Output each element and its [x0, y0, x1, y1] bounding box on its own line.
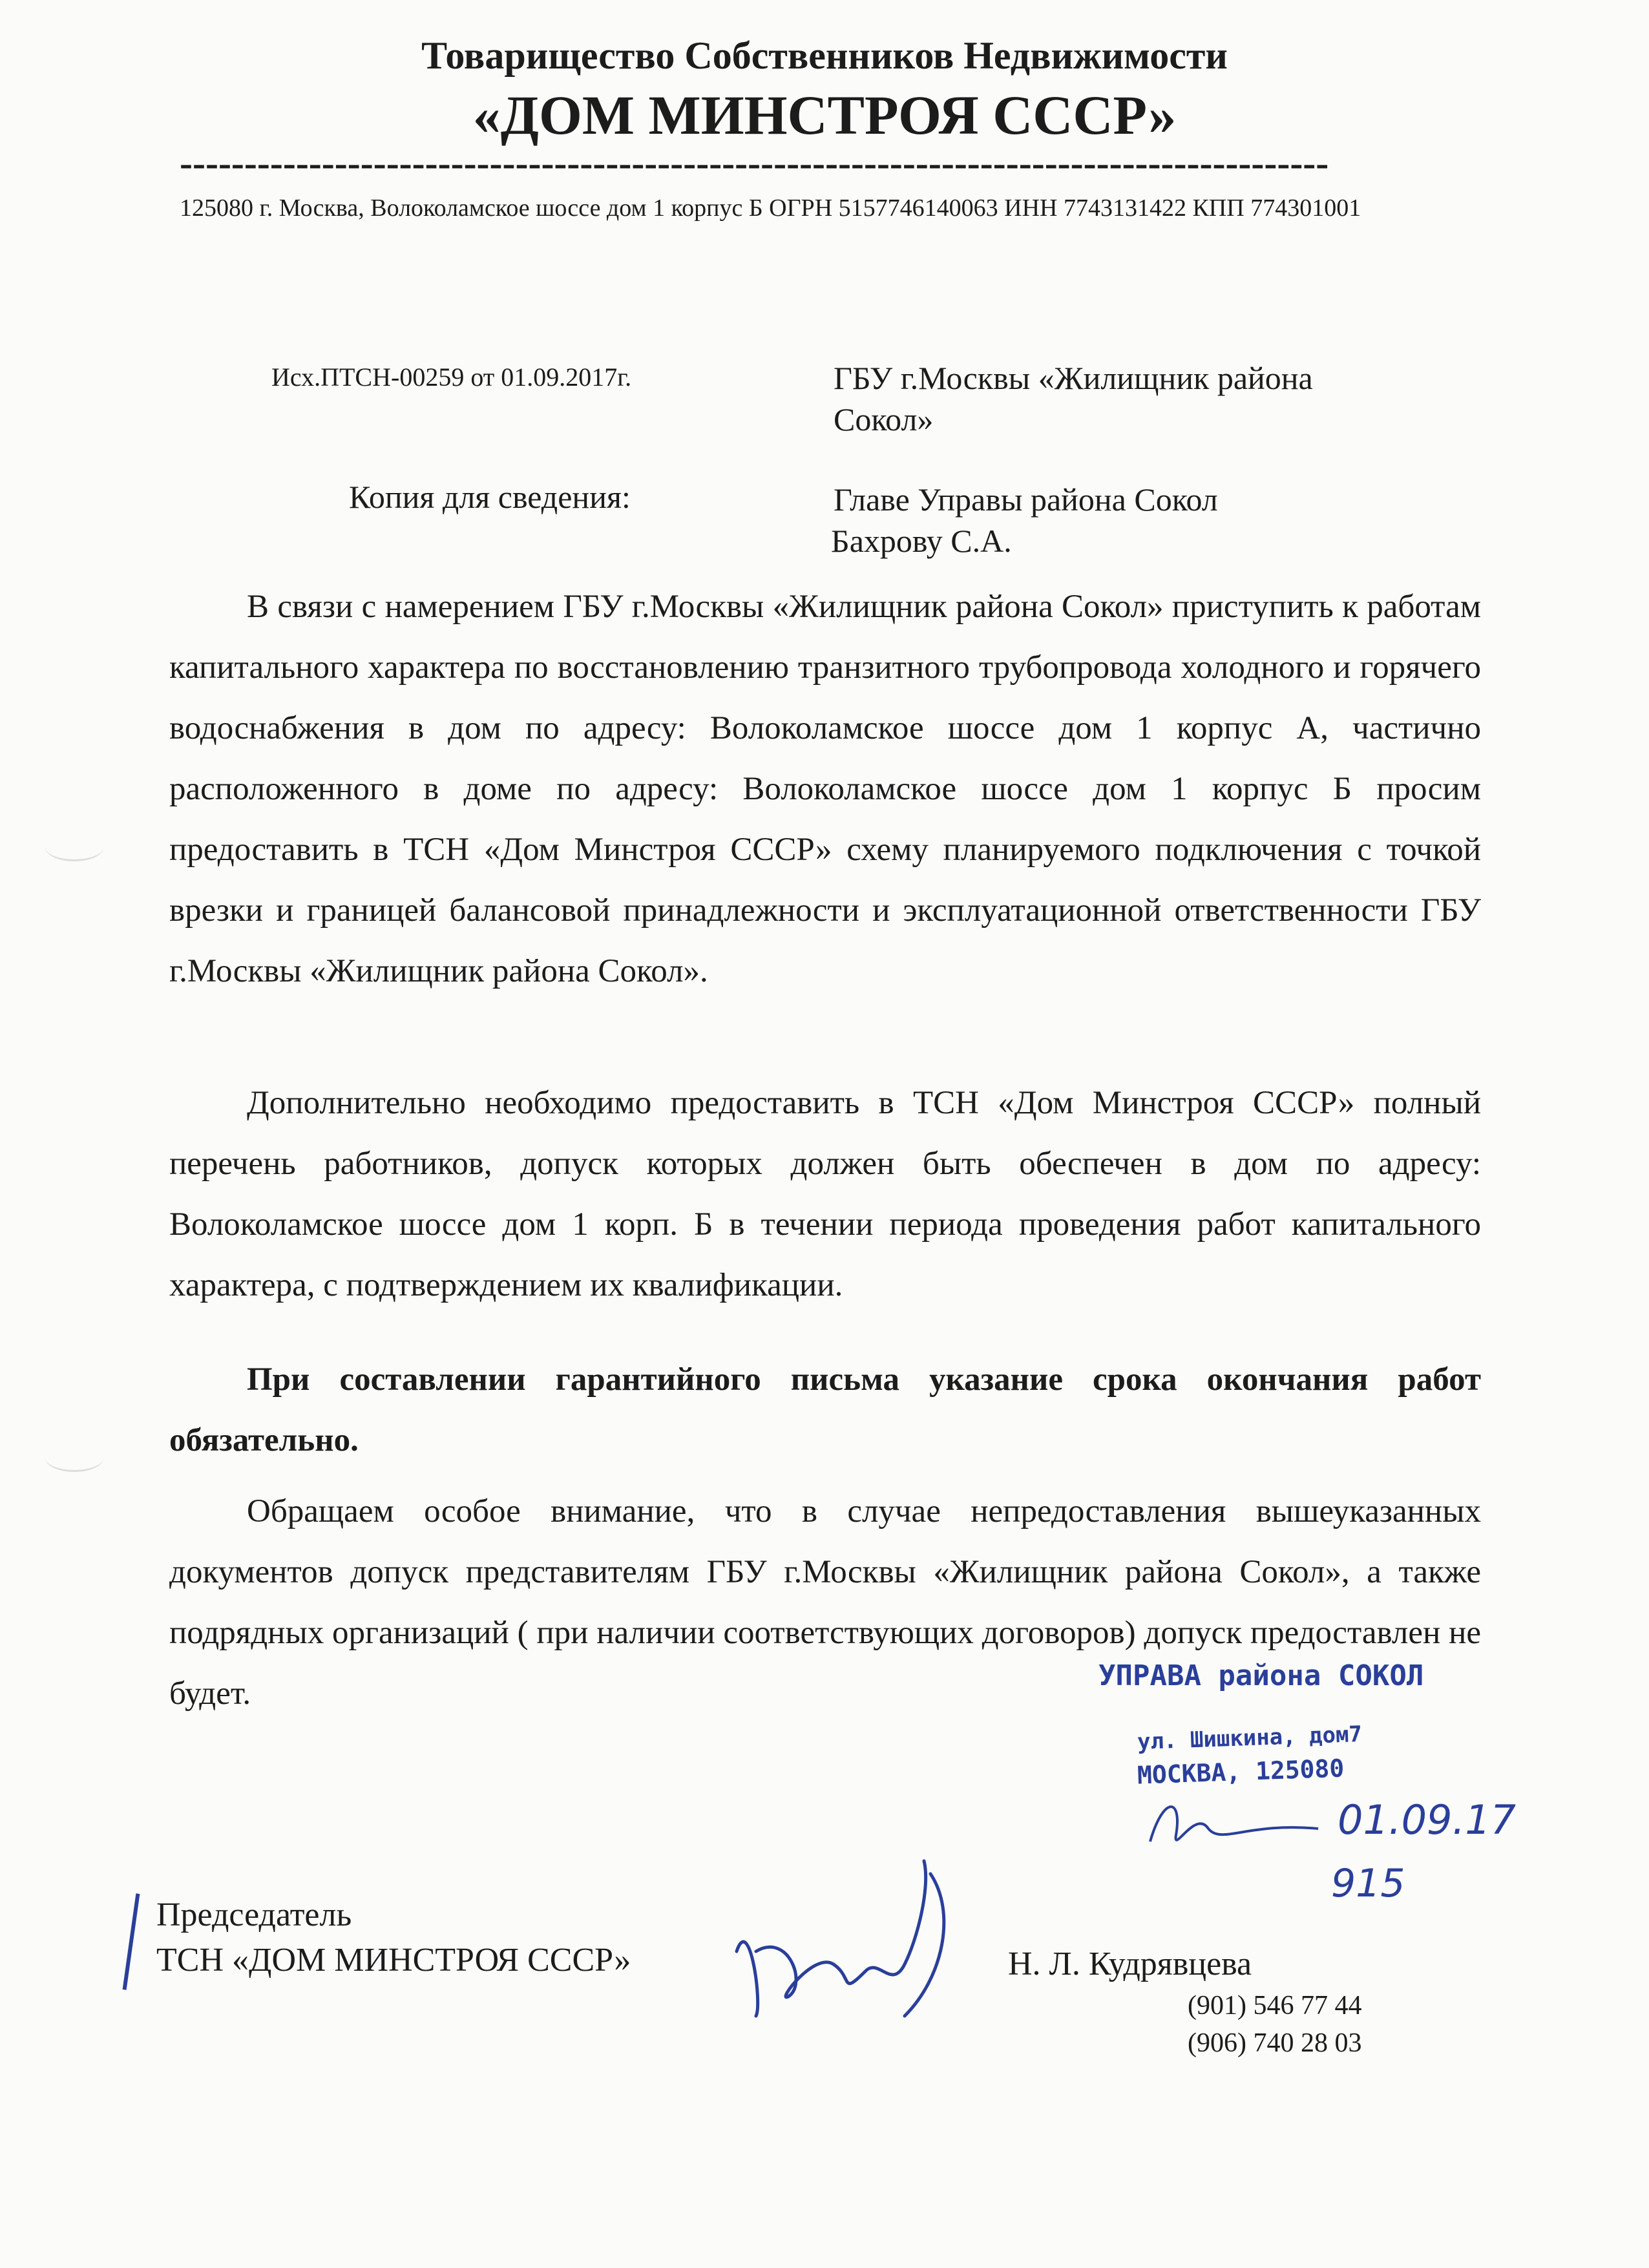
copy-recipient-line-2: Бахрову С.А.: [831, 523, 1012, 559]
copy-label: Копия для сведения:: [349, 479, 631, 515]
stamp-initials-signature: [1137, 1783, 1331, 1861]
paragraph-4: Обращаем особое внимание, что в случае непредоставления вышеуказанных документов допуск представителям ГБУ г.Москвы «Жилищник района Сокол», а также подрядных организаций ( при наличии соответствующих договоров) допуск предоставлен не будет.: [169, 1493, 1481, 1712]
paragraph-3-bold: При составлении гарантийного письма указание срока окончания работ обязательно.: [169, 1361, 1481, 1458]
handwritten-number: 915: [1331, 1861, 1405, 1906]
outgoing-reference: Исх.ПТСН-00259 от 01.09.2017г.: [271, 362, 632, 392]
copy-recipient-line-1: Главе Управы района Сокол: [834, 481, 1218, 518]
stamp-line-2: ул. Шишкина, дом7: [1137, 1721, 1363, 1756]
org-type: Товарищество Собственников Недвижимости: [421, 34, 1228, 77]
stamp-line-1: УПРАВА района СОКОЛ: [1098, 1659, 1424, 1692]
handwritten-signature: [711, 1835, 982, 2042]
recipient-line-1: ГБУ г.Москвы «Жилищник района: [834, 360, 1313, 396]
punch-hole-bottom: [45, 1444, 103, 1472]
paragraph-2: Дополнительно необходимо предоставить в ТСН «Дом Минстроя СССР» полный перечень работников, допуск которых должен быть обеспечен в дом по адресу: Волоколамское шоссе дом 1 корп. Б в течении периода проведения работ капитального характера, с подтверждением их квалификации.: [169, 1085, 1481, 1303]
stamp-line-3: МОСКВА, 125080: [1137, 1754, 1345, 1790]
paragraph-1: В связи с намерением ГБУ г.Москвы «Жилищник района Сокол» приступить к работам капитального характера по восстановлению транзитного трубопровода холодного и горячего водоснабжения в дом по адресу: Волоколамское шоссе дом 1 корпус А, частично расположенного в доме по адресу: Волоколамское шоссе дом 1 корпус Б просим предоставить в ТСН «Дом Минстроя СССР» схему планируемого подключения с точкой врезки и границей балансовой принадлежности и эксплуатационной ответственности ГБУ г.Москвы «Жилищник района Сокол».: [169, 589, 1481, 989]
header-separator: -----------------------------------------------------------------------------------------: [180, 142, 1329, 184]
signatory-title-line-2: ТСН «ДОМ МИНСТРОЯ СССР»: [156, 1942, 631, 1979]
punch-hole-top: [45, 834, 103, 861]
signatory-title-line-1: Председатель: [156, 1896, 352, 1933]
phone-2: (906) 740 28 03: [1188, 2028, 1362, 2058]
org-name: «ДОМ МИНСТРОЯ СССР»: [472, 84, 1177, 146]
signatory-name: Н. Л. Кудрявцева: [1008, 1946, 1252, 1982]
org-address: 125080 г. Москва, Волоколамское шоссе дом 1 корпус Б ОГРН 5157746140063 ИНН 7743131422 КПП 774301001: [180, 194, 1361, 222]
recipient-line-2: Сокол»: [834, 401, 934, 437]
margin-mark: [123, 1893, 140, 1990]
handwritten-date: 01.09.17: [1338, 1796, 1517, 1843]
phone-1: (901) 546 77 44: [1188, 1991, 1362, 2021]
